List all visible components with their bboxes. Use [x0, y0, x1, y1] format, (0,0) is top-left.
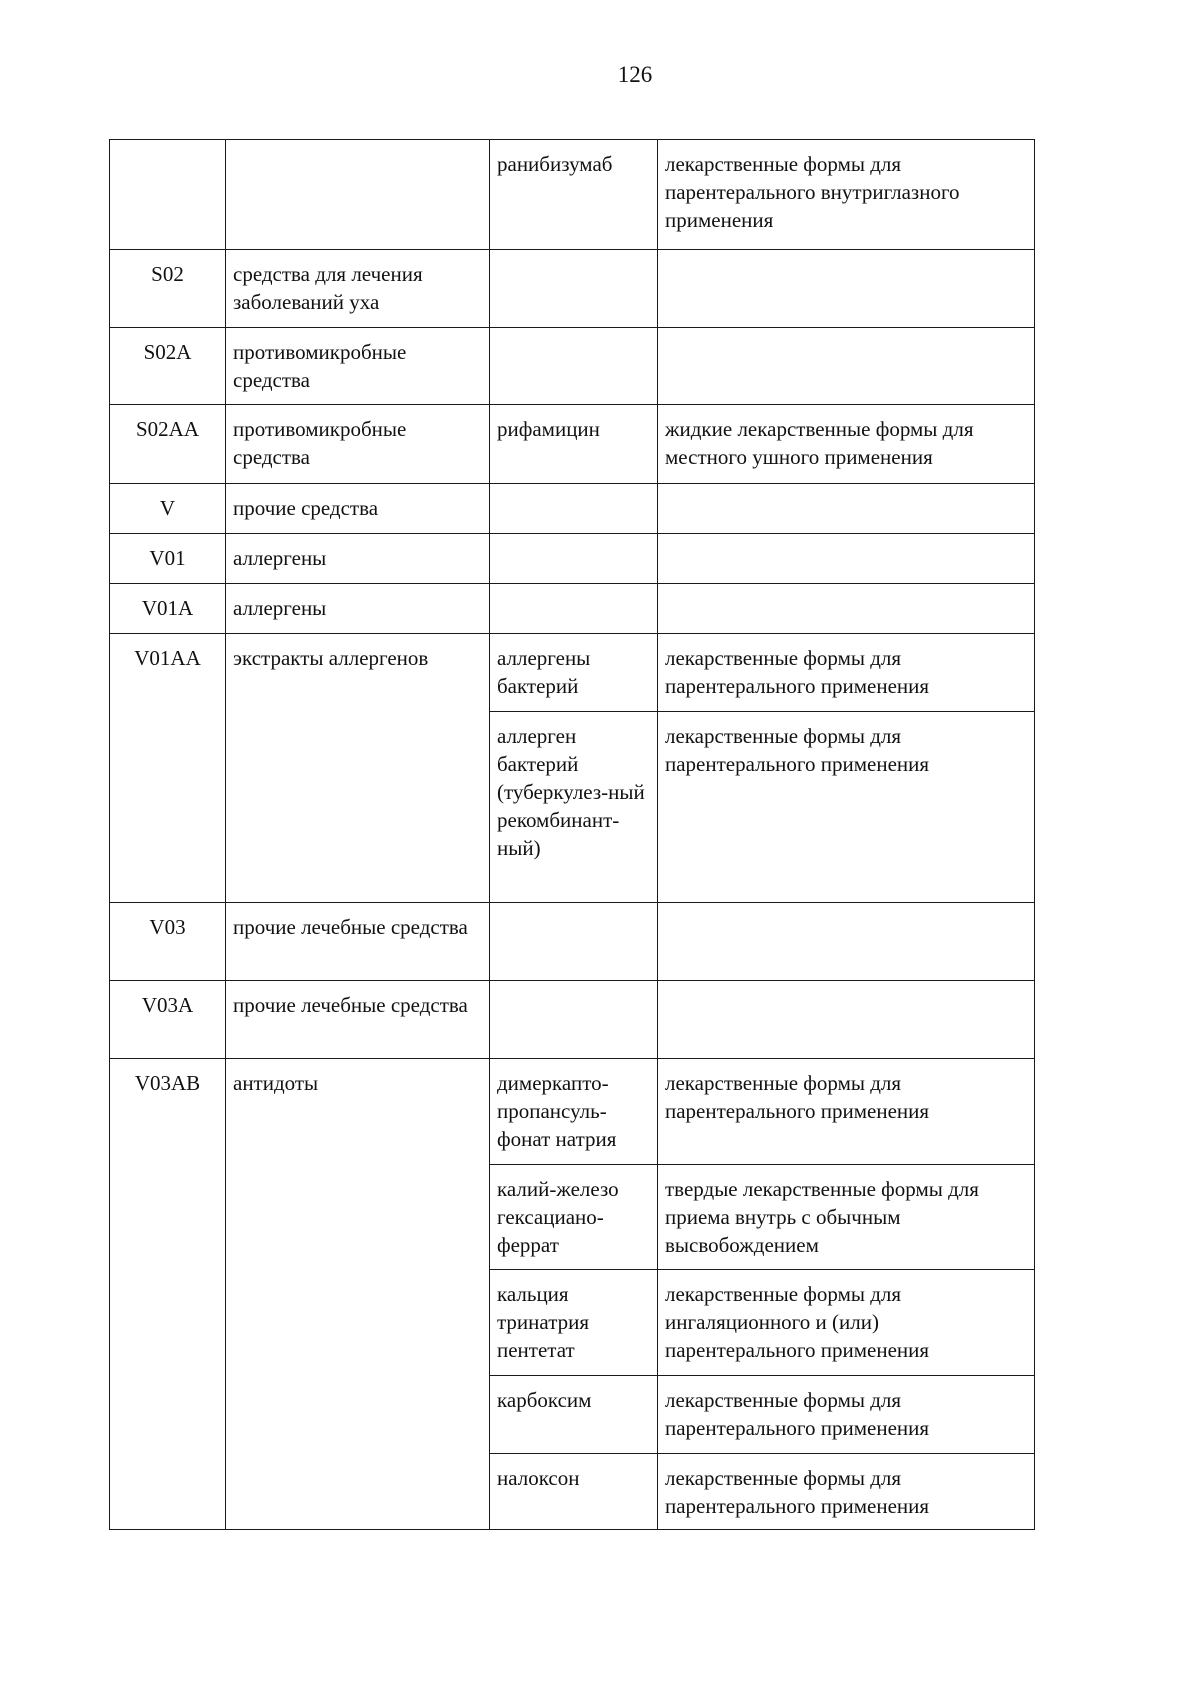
drug-name-cell: димеркапто-пропансуль-фонат натрия	[490, 1059, 658, 1165]
table-row	[110, 328, 1035, 405]
table-row	[110, 534, 1035, 584]
drug-name-cell	[490, 328, 658, 405]
group-name-cell: прочие лечебные средства	[226, 903, 490, 981]
dosage-form-cell: лекарственные формы для парентерального применения	[658, 1059, 1035, 1165]
group-name-cell: прочие средства	[226, 484, 490, 534]
drug-name-cell: аллерген бактерий (туберкулез-ный рекомбинант-ный)	[490, 712, 658, 903]
dosage-form-cell: лекарственные формы для парентерального внутриглазного применения	[658, 140, 1035, 250]
drug-table	[109, 139, 1035, 1530]
group-name-cell	[226, 140, 490, 250]
table-row	[110, 250, 1035, 328]
dosage-form-cell: жидкие лекарственные формы для местного ушного применения	[658, 405, 1035, 484]
group-name-cell: антидоты	[226, 1059, 490, 1530]
table-row	[110, 981, 1035, 1059]
atc-code-cell: V	[110, 484, 226, 534]
table-row	[110, 484, 1035, 534]
group-name-cell: противомикробные средства	[226, 328, 490, 405]
dosage-form-cell	[658, 328, 1035, 405]
drug-name-cell: аллергены бактерий	[490, 634, 658, 712]
atc-code-cell: V01A	[110, 584, 226, 634]
drug-name-cell	[490, 484, 658, 534]
group-name-cell: прочие лечебные средства	[226, 981, 490, 1059]
page-number: 126	[617, 62, 653, 87]
drug-name-cell	[490, 584, 658, 634]
atc-code-cell	[110, 140, 226, 250]
atc-code-cell: V01	[110, 534, 226, 584]
dosage-form-cell: лекарственные формы для ингаляционного и (или) парентерального применения	[658, 1270, 1035, 1376]
atc-code-cell: S02AA	[110, 405, 226, 484]
dosage-form-cell: лекарственные формы для парентерального применения	[658, 634, 1035, 712]
atc-code-cell: S02	[110, 250, 226, 328]
dosage-form-cell	[658, 250, 1035, 328]
drug-name-cell: калий-железо гексациано-феррат	[490, 1165, 658, 1270]
group-name-cell: экстракты аллергенов	[226, 634, 490, 903]
group-name-cell: аллергены	[226, 584, 490, 634]
drug-name-cell	[490, 903, 658, 981]
drug-name-cell	[490, 250, 658, 328]
table-row	[110, 140, 1035, 250]
dosage-form-cell: твердые лекарственные формы для приема внутрь с обычным высвобождением	[658, 1165, 1035, 1270]
drug-name-cell	[490, 981, 658, 1059]
drug-name-cell: налоксон	[490, 1454, 658, 1530]
drug-name-cell: рифамицин	[490, 405, 658, 484]
drug-name-cell	[490, 534, 658, 584]
group-name-cell: средства для лечения заболеваний уха	[226, 250, 490, 328]
dosage-form-cell	[658, 981, 1035, 1059]
atc-code-cell: V03AB	[110, 1059, 226, 1530]
dosage-form-cell: лекарственные формы для парентерального применения	[658, 1454, 1035, 1530]
dosage-form-cell	[658, 584, 1035, 634]
group-name-cell: аллергены	[226, 534, 490, 584]
table-row	[110, 405, 1035, 484]
dosage-form-cell	[658, 484, 1035, 534]
dosage-form-cell	[658, 903, 1035, 981]
table-row	[110, 634, 1035, 712]
table-row	[110, 584, 1035, 634]
atc-code-cell: V03A	[110, 981, 226, 1059]
dosage-form-cell: лекарственные формы для парентерального применения	[658, 712, 1035, 903]
atc-code-cell: S02A	[110, 328, 226, 405]
dosage-form-cell: лекарственные формы для парентерального применения	[658, 1376, 1035, 1454]
drug-name-cell: ранибизумаб	[490, 140, 658, 250]
table-row	[110, 903, 1035, 981]
atc-code-cell: V03	[110, 903, 226, 981]
drug-name-cell: карбоксим	[490, 1376, 658, 1454]
atc-code-cell: V01AA	[110, 634, 226, 903]
dosage-form-cell	[658, 534, 1035, 584]
group-name-cell: противомикробные средства	[226, 405, 490, 484]
table-row	[110, 1059, 1035, 1165]
drug-name-cell: кальция тринатрия пентетат	[490, 1270, 658, 1376]
